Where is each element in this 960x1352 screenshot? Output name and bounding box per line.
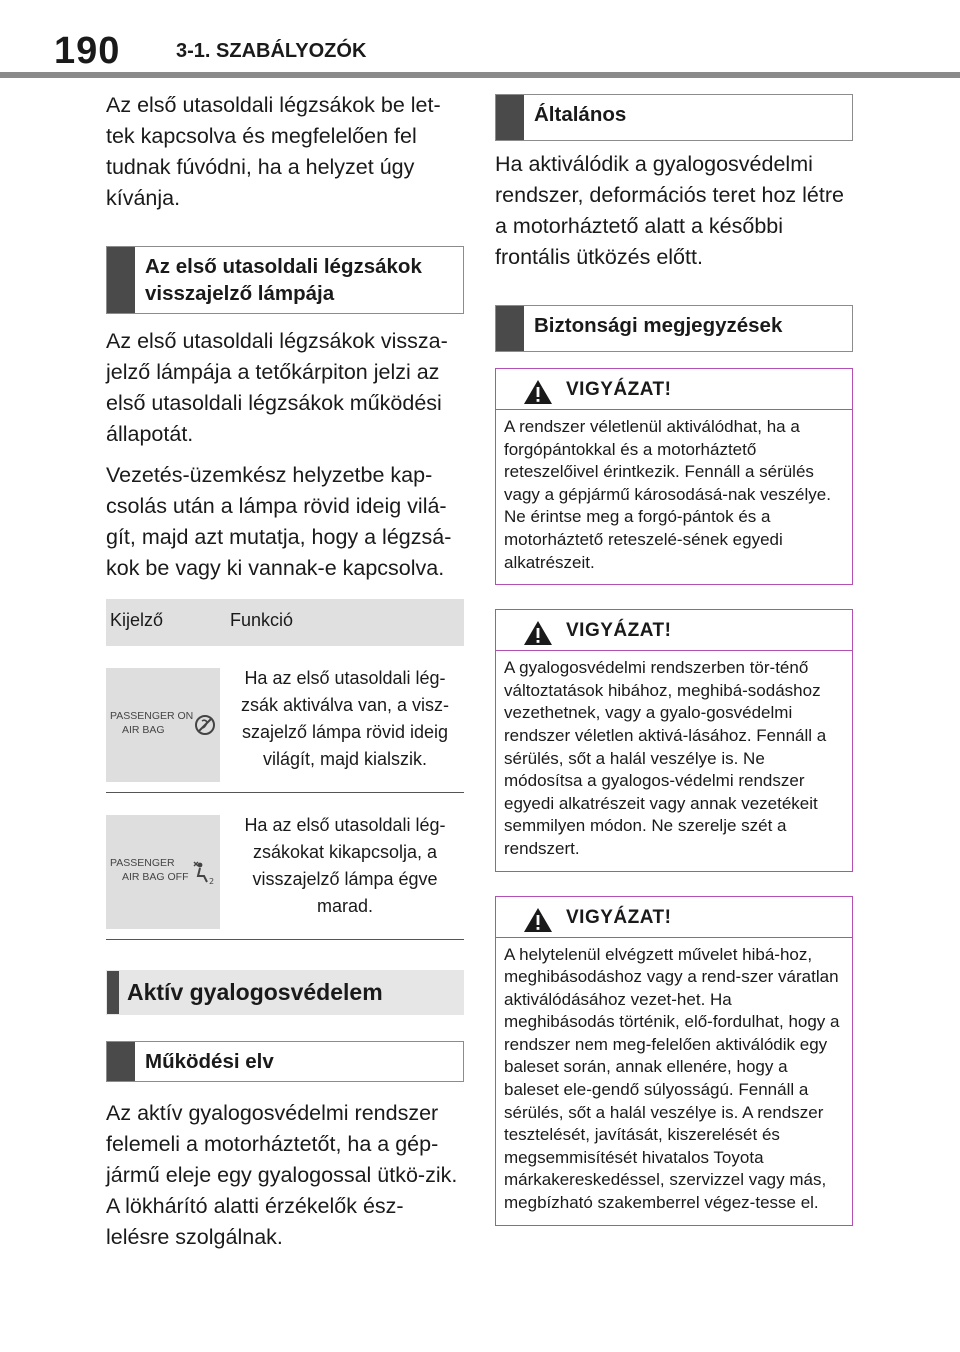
table-header-display: Kijelző [106, 599, 226, 646]
warning-header [496, 610, 852, 651]
section-heading-active [106, 970, 464, 1015]
left-column [106, 88, 464, 1253]
warning-text: A rendszer véletlenül aktiválódhat, ha a forgópántokkal és a motorháztető reteszelőivel érintkezik. Fennáll a sérülés vagy a gépjármű károsodásá-nak veszélye. Ne érintse meg a forgó-pántok és a motorháztető reteszelé-sének egyedi alkatrészeit. [504, 417, 831, 572]
section-heading-active-text: Aktív gyalogosvédelem [127, 979, 383, 1005]
heading-bar [107, 971, 119, 1014]
indicator-image-cell [106, 793, 226, 940]
indicator-image-cell [106, 646, 226, 793]
indicator-lamp-off [106, 815, 220, 929]
table-header-row [106, 599, 464, 646]
warning-box [495, 896, 853, 1226]
warning-box [495, 609, 853, 871]
indicator-text-line2: AIR BAG OFF [122, 871, 189, 883]
indicator-text-line1: PASSENGER [110, 857, 175, 869]
warning-label: VIGYÁZAT! [566, 379, 672, 400]
table-function-cell: Ha az első utasoldali lég-zsák aktiválva van, a visz-szajelző lámpa rövid ideig világít, majd kialszik. [226, 646, 464, 793]
warning-icon [523, 379, 553, 405]
heading-bar [496, 306, 524, 351]
section-heading-general-text: Általános [534, 103, 627, 126]
heading-bar [107, 247, 135, 313]
warning-box [495, 368, 853, 585]
heading-bar [107, 1042, 135, 1081]
svg-text:2: 2 [209, 877, 215, 885]
section-heading-safety-text: Biztonsági megjegyzések [534, 314, 783, 337]
section-heading-principle-text: Működési elv [145, 1050, 274, 1073]
warning-icon [523, 907, 553, 933]
right-column [495, 94, 853, 1226]
indicator-paragraph-1: Az első utasoldali légzsákok vissza-jelző lámpája a tetőkárpiton jelzi az első utasoldali légzsákok működési állapotát. [106, 329, 448, 446]
principle-paragraph: Az aktív gyalogosvédelmi rendszer felemeli a motorháztetőt, ha a gép-jármű eleje egy gyalogossal ütkö-zik. A lökhárító alatti érzékelők ész-lelésre szolgálnak. [106, 1101, 458, 1249]
airbag-off-icon [190, 859, 216, 885]
warning-text: A helytelenül elvégzett művelet hibá-hoz, meghibásodáshoz vagy a rend-szer váratlan aktiválódásához vezet-het. Ha meghibásodás történik, elő-fordulhat, hogy a rendszer nem meg-felelően aktiválódik egy baleset során, annak ellenére, hogy a baleset ele-gendő súlyosságú. Fennáll a sérülés, sőt a halál veszélye is. A rendszer tesztelését, javítását, kiszerelését és megsemmisítését hivatalos Toyota márkakereskedéssel, szervizzel vagy más, megbízható szakemberrel végez-tesse el. [504, 944, 840, 1213]
heading-bar [496, 95, 524, 140]
airbag-on-icon [194, 714, 216, 736]
warning-icon [523, 620, 553, 646]
section-heading-safety [495, 305, 853, 352]
section-heading-indicator-text: Az első utasoldali légzsákok visszajelző lámpája [145, 255, 422, 305]
section-heading-general [495, 94, 853, 141]
indicator-text-line2: AIR BAG [122, 724, 165, 736]
section-heading-indicator [106, 246, 464, 314]
warning-label: VIGYÁZAT! [566, 906, 672, 928]
table-header-function: Funkció [226, 599, 464, 646]
chapter-title: 3-1. SZABÁLYOZÓK [176, 40, 367, 62]
indicator-table [106, 599, 464, 940]
header-rule [0, 72, 960, 78]
indicator-paragraph-2: Vezetés-üzemkész helyzetbe kap-csolás után a lámpa rövid ideig vilá-gít, majd azt mutatja, hogy a légzsá-kok be vagy ki vannak-e kapcsolva. [106, 463, 452, 580]
section-heading-principle [106, 1041, 464, 1082]
general-paragraph: Ha aktiválódik a gyalogosvédelmi rendszer, deformációs teret hoz létre a motorháztető alatt a későbbi frontális ütközés előtt. [495, 152, 844, 269]
indicator-text-line1: PASSENGER ON [110, 710, 194, 722]
table-row [106, 793, 464, 940]
table-row [106, 646, 464, 793]
warning-text: A gyalogosvédelmi rendszerben tör-ténő változtatások hibához, meghibá-sodáshoz vezethetnek, vagy a gyalo-gosvédelmi rendszer véletlen aktivá-lásához. Fennáll a sérülés, sőt a halál veszélye is. Ne módosítsa a gyalogos-védelmi rendszer egyedi alkatrészeit vagy annak vezetékeit semmilyen módon. Ne szerelje szét a rendszert. [504, 658, 827, 858]
warning-header [496, 369, 852, 410]
intro-paragraph: Az első utasoldali légzsákok be let-tek kapcsolva és megfelelően fel tudnak fúvódni, ha a helyzet úgy kívánja. [106, 93, 441, 210]
warning-label: VIGYÁZAT! [566, 620, 672, 642]
page-number: 190 [54, 30, 121, 72]
warning-header [496, 897, 852, 938]
indicator-lamp-on [106, 668, 220, 782]
table-function-cell: Ha az első utasoldali lég-zsákokat kikapcsolja, a visszajelző lámpa égve marad. [226, 793, 464, 940]
